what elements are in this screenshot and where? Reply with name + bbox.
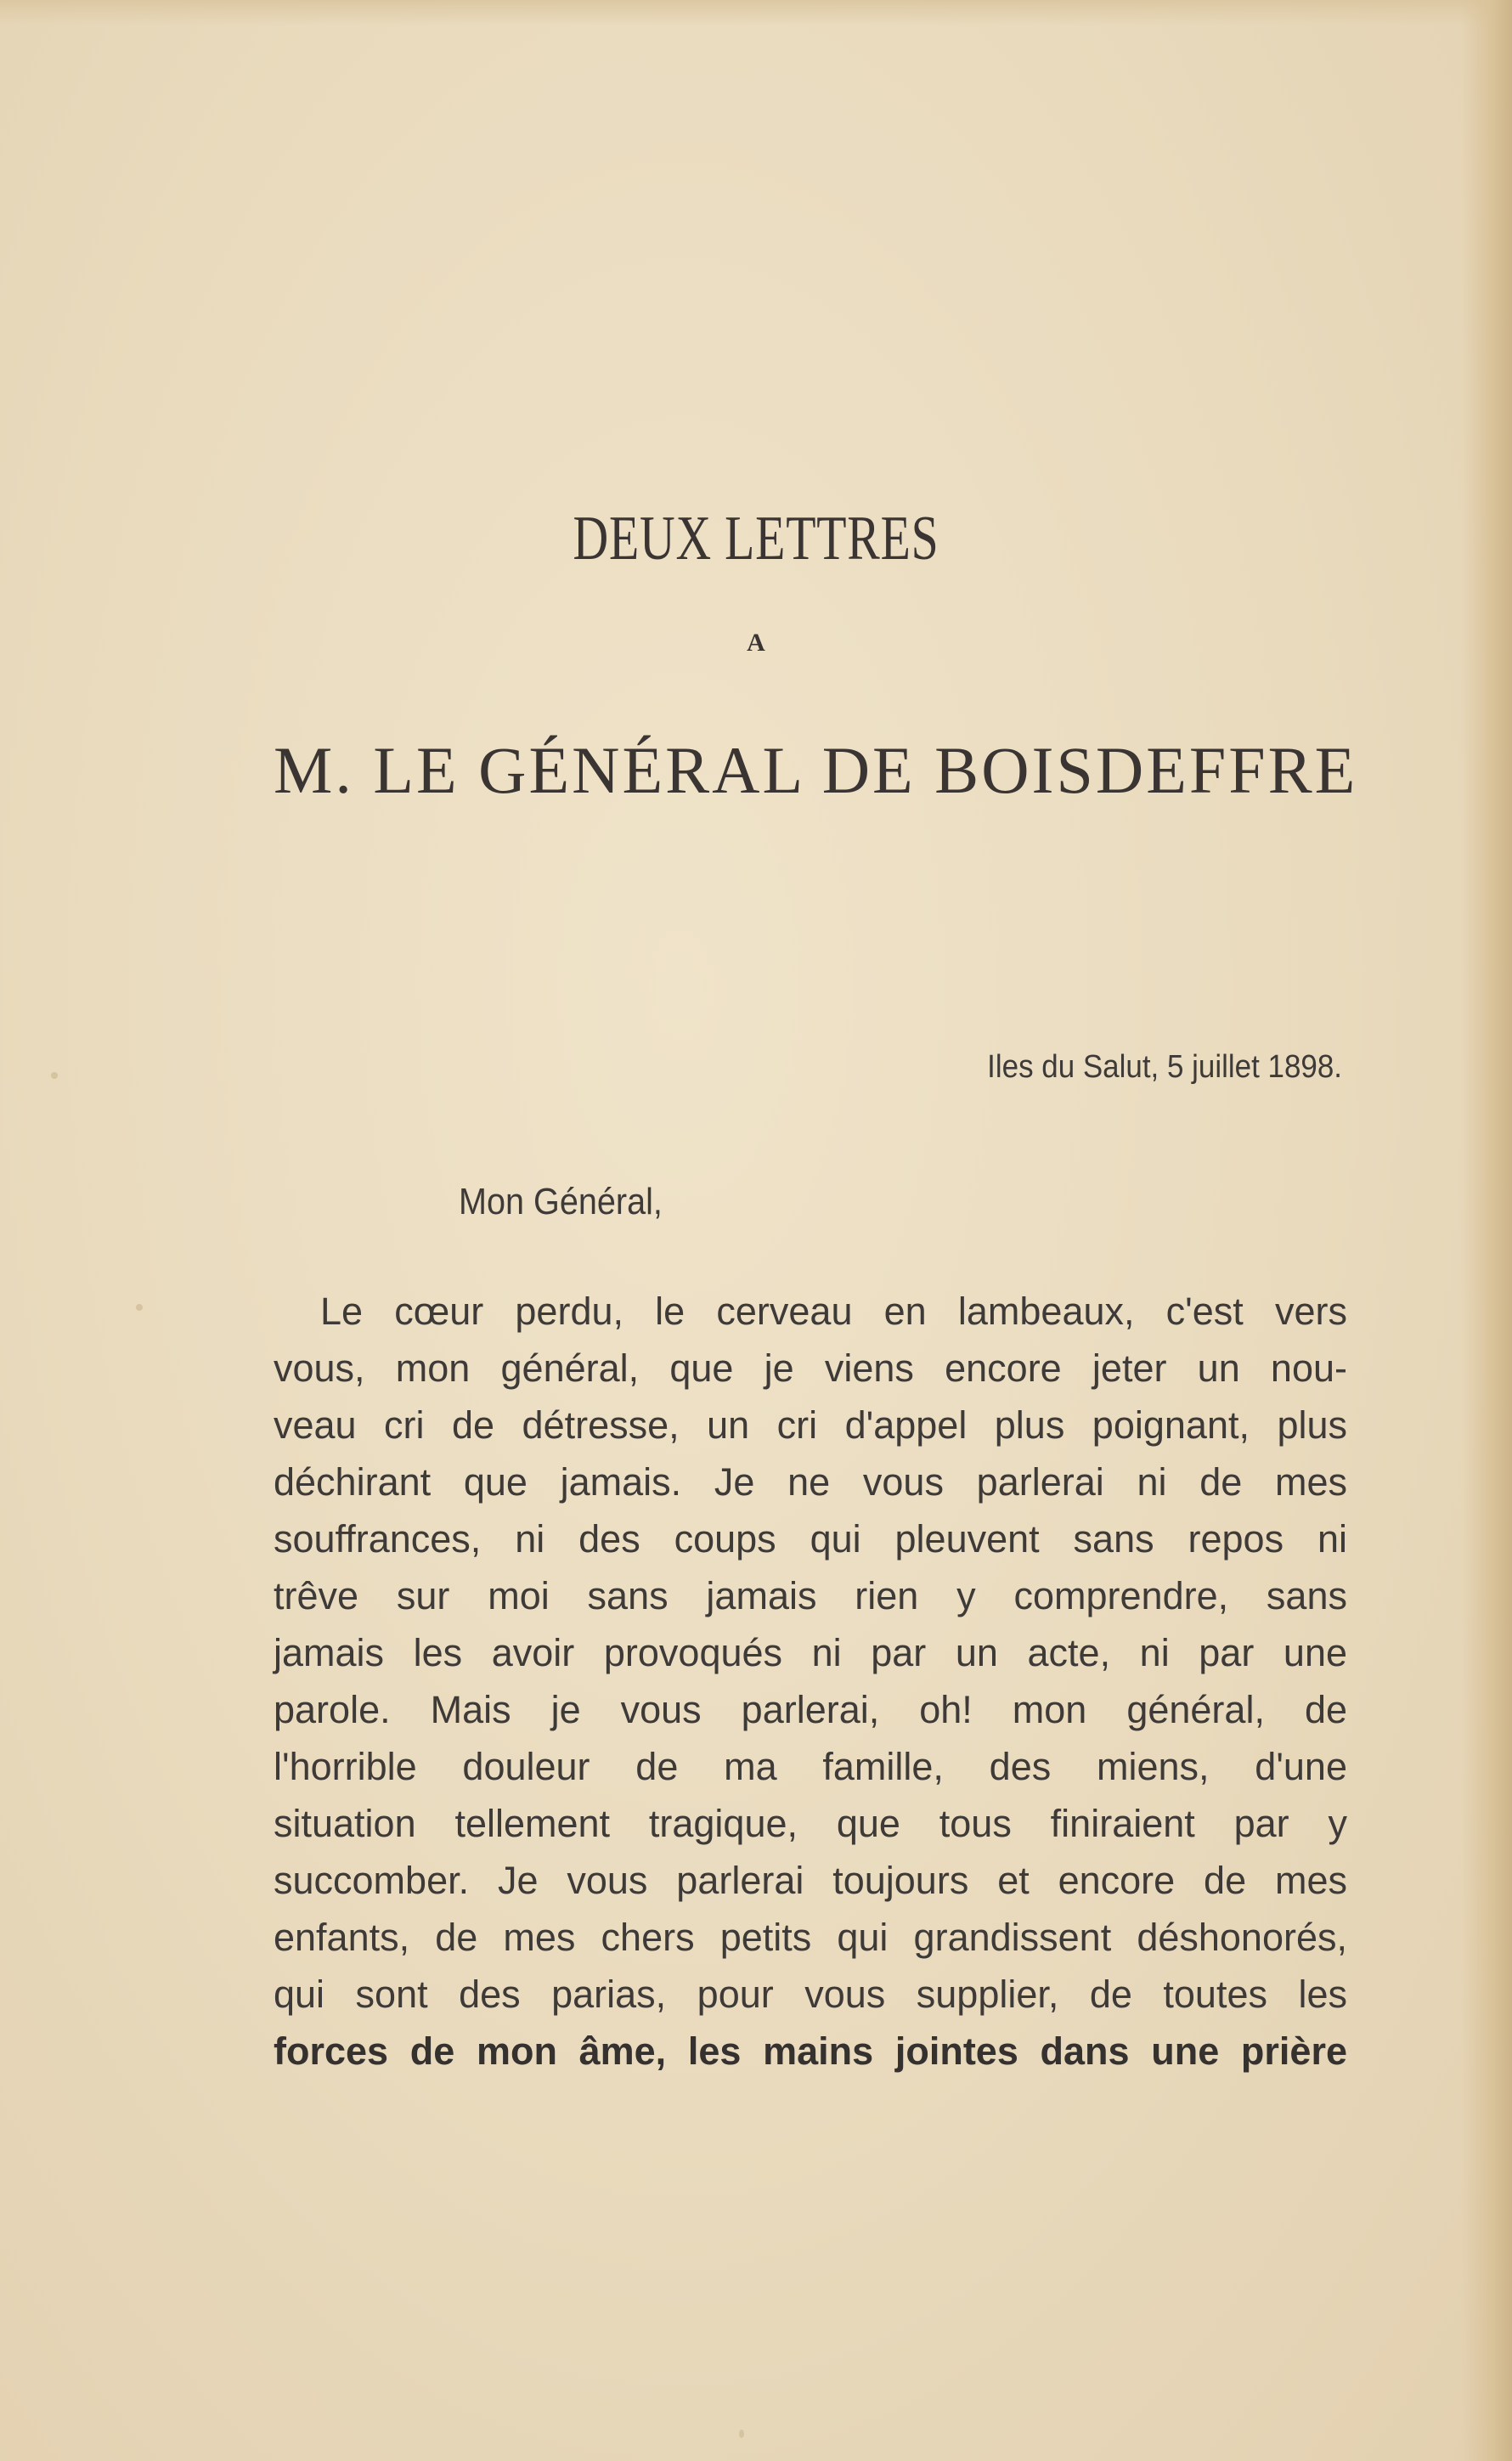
letter-salutation: Mon Général,: [459, 1181, 663, 1222]
text-line: vous, mon général, que je viens encore jeter un nou-: [274, 1346, 1347, 1390]
text-line: parole. Mais je vous parlerai, oh! mon général, de: [274, 1688, 1347, 1731]
page-top-edge: [0, 0, 1512, 25]
text-line: jamais les avoir provoqués ni par un acte, ni par une: [274, 1631, 1347, 1674]
page-title: DEUX LETTRES: [573, 504, 939, 573]
text-line: l'horrible douleur de ma famille, des miens, d'une: [274, 1745, 1347, 1788]
letter-dateline: Iles du Salut, 5 juillet 1898.: [987, 1049, 1342, 1085]
paper-speck: [136, 1304, 143, 1311]
text-line: déchirant que jamais. Je ne vous parlerai ni de mes: [274, 1460, 1347, 1504]
text-line: souffrances, ni des coups qui pleuvent sans repos ni: [274, 1517, 1347, 1561]
text-line: situation tellement tragique, que tous finiraient par y: [274, 1802, 1347, 1845]
text-line: trêve sur moi sans jamais rien y comprendre, sans: [274, 1574, 1347, 1617]
paper-speck: [51, 1072, 58, 1079]
page-right-edge: [1461, 0, 1512, 2461]
text-line: succomber. Je vous parlerai toujours et encore de mes: [274, 1859, 1347, 1902]
text-line: Le cœur perdu, le cerveau en lambeaux, c'est vers: [320, 1290, 1347, 1333]
paper-speck: [739, 2430, 744, 2438]
letter-body: [274, 1283, 1347, 2080]
text-line: qui sont des parias, pour vous supplier, de toutes les: [274, 1973, 1347, 2016]
title-connector: A: [747, 629, 765, 657]
text-line: enfants, de mes chers petits qui grandissent déshonorés,: [274, 1916, 1347, 1959]
text-line: forces de mon âme, les mains jointes dans une prière: [274, 2029, 1347, 2073]
recipient-title: M. LE GÉNÉRAL DE BOISDEFFRE: [274, 733, 1358, 807]
text-line: veau cri de détresse, un cri d'appel plus poignant, plus: [274, 1403, 1347, 1447]
